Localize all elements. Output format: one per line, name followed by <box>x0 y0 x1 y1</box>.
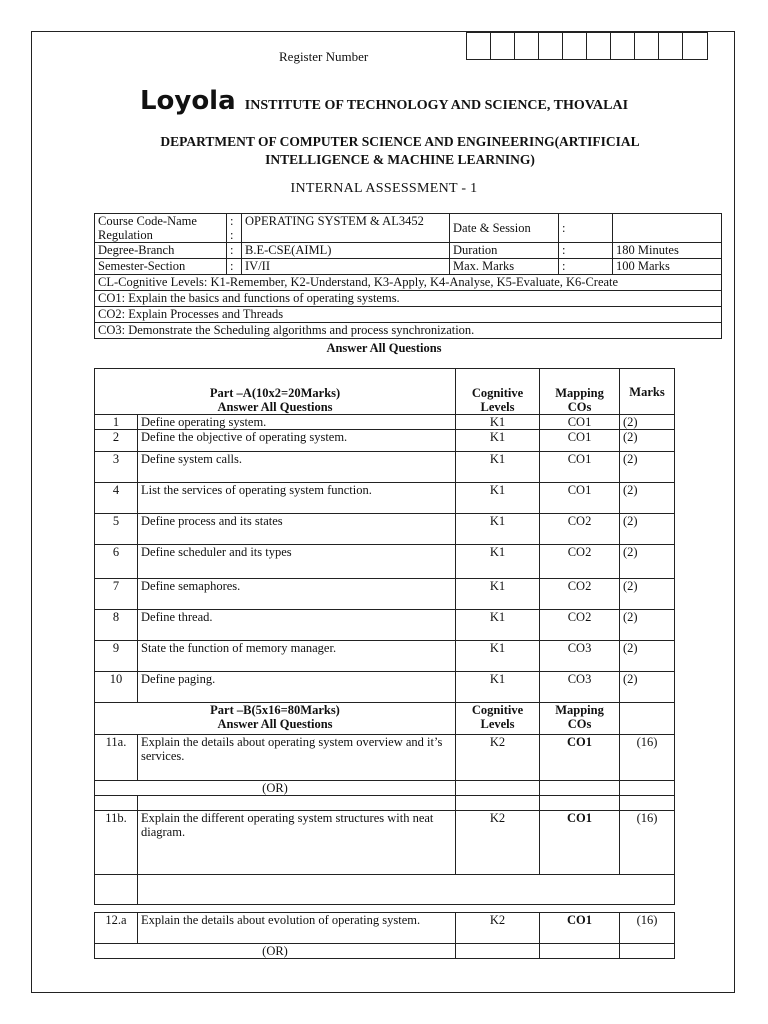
course-outcome-2: CO2: Explain Processes and Threads <box>95 307 722 323</box>
question-text: Define the objective of operating system. <box>138 430 456 452</box>
question-marks: (2) <box>620 415 675 430</box>
answer-all-heading: Answer All Questions <box>326 341 442 355</box>
cognitive-level: K1 <box>456 452 540 483</box>
cognitive-level: K1 <box>456 610 540 641</box>
max-marks-label: Max. Marks <box>450 259 559 275</box>
mapping-co: CO1 <box>540 483 620 514</box>
register-digit-box[interactable] <box>491 33 515 59</box>
colon: : <box>559 243 613 259</box>
empty-cell <box>620 796 675 811</box>
question-marks: (2) <box>620 452 675 483</box>
empty-cell <box>540 944 620 959</box>
question-number: 11b. <box>95 811 138 875</box>
cognitive-level: K2 <box>456 811 540 875</box>
col-cognitive-levels: Cognitive Levels <box>456 369 540 415</box>
question-text: Define operating system. <box>138 415 456 430</box>
question-number: 6 <box>95 545 138 579</box>
cognitive-level: K1 <box>456 415 540 430</box>
part-b-header-row <box>95 703 675 735</box>
blank-row <box>95 875 675 905</box>
part-b-heading: Part –B(5x16=80Marks) <box>210 703 340 717</box>
mapping-co: CO2 <box>540 545 620 579</box>
date-value <box>613 214 722 243</box>
course-outcome-1: CO1: Explain the basics and functions of operating systems. <box>95 291 722 307</box>
cognitive-level: K1 <box>456 641 540 672</box>
question-text: Define scheduler and its types <box>138 545 456 579</box>
colon: : <box>559 259 613 275</box>
empty-cell <box>456 781 540 796</box>
empty-cell <box>95 875 138 905</box>
mapping-co: CO1 <box>540 913 620 944</box>
semester-label: Semester-Section <box>95 259 227 275</box>
empty-cell <box>620 944 675 959</box>
part-a-header-row <box>95 369 675 415</box>
or-separator: (OR) <box>95 781 456 796</box>
mapping-co: CO2 <box>540 610 620 641</box>
question-text: Define process and its states <box>138 514 456 545</box>
part-b-subheading: Answer All Questions <box>217 717 333 731</box>
empty-cell <box>540 796 620 811</box>
question-text: Explain the details about operating system overview and it’s services. <box>138 735 456 781</box>
cognitive-level: K1 <box>456 545 540 579</box>
colon: : : <box>227 214 242 243</box>
col-mapping-cos: Mapping COs <box>540 703 620 735</box>
mapping-co: CO3 <box>540 641 620 672</box>
question-number: 4 <box>95 483 138 514</box>
empty-cell <box>138 875 675 905</box>
question-text: Define paging. <box>138 672 456 703</box>
exam-title: INTERNAL ASSESSMENT - 1 <box>290 181 478 196</box>
empty-cell <box>456 944 540 959</box>
question-number: 3 <box>95 452 138 483</box>
course-value: OPERATING SYSTEM & AL3452 <box>242 214 450 243</box>
course-row <box>95 214 722 243</box>
empty-cell <box>95 796 138 811</box>
duration-value: 180 Minutes <box>613 243 722 259</box>
cognitive-levels: CL-Cognitive Levels: K1-Remember, K2-Understand, K3-Apply, K4-Analyse, K5-Evaluate, K6-Create <box>95 275 722 291</box>
institute-header <box>0 86 768 116</box>
course-info-table <box>94 213 722 339</box>
course-label: Course Code-Name Regulation <box>95 214 227 243</box>
part-b-question-row <box>95 735 675 781</box>
register-digit-box[interactable] <box>659 33 683 59</box>
mapping-co: CO1 <box>540 735 620 781</box>
question-number: 12.a <box>95 913 138 944</box>
part-a-question-row <box>95 415 675 430</box>
register-digit-box[interactable] <box>587 33 611 59</box>
part-a-question-row <box>95 483 675 514</box>
empty-cell <box>456 796 540 811</box>
question-marks: (16) <box>620 811 675 875</box>
mapping-co: CO1 <box>540 811 620 875</box>
mapping-co: CO1 <box>540 415 620 430</box>
part-a-question-row <box>95 514 675 545</box>
col-mapping-cos: Mapping COs <box>540 369 620 415</box>
col-cognitive-levels: Cognitive Levels <box>456 703 540 735</box>
department-title: DEPARTMENT OF COMPUTER SCIENCE AND ENGINEERING(ARTIFICIAL INTELLIGENCE & MACHINE LEARNING) <box>160 134 640 167</box>
empty-cell <box>138 796 456 811</box>
question-text: Define thread. <box>138 610 456 641</box>
question-text: Define system calls. <box>138 452 456 483</box>
institute-name: INSTITUTE OF TECHNOLOGY AND SCIENCE, THOVALAI <box>244 98 629 113</box>
colon: : <box>227 243 242 259</box>
institute-logo: Loyola <box>139 86 236 116</box>
part-a-question-row <box>95 641 675 672</box>
cognitive-level: K1 <box>456 514 540 545</box>
colon: : <box>227 259 242 275</box>
part-b-question-row <box>95 811 675 875</box>
question-number: 1 <box>95 415 138 430</box>
or-separator: (OR) <box>95 944 456 959</box>
mapping-co: CO1 <box>540 430 620 452</box>
question-text: Explain the details about evolution of operating system. <box>138 913 456 944</box>
cognitive-level: K1 <box>456 579 540 610</box>
register-digit-box[interactable] <box>683 33 707 59</box>
question-table <box>94 368 675 959</box>
question-marks: (2) <box>620 610 675 641</box>
question-marks: (16) <box>620 735 675 781</box>
register-digit-box[interactable] <box>539 33 563 59</box>
question-number: 10 <box>95 672 138 703</box>
question-marks: (16) <box>620 913 675 944</box>
register-digit-box[interactable] <box>563 33 587 59</box>
date-label: Date & Session <box>450 214 559 243</box>
colon: : <box>559 214 613 243</box>
question-number: 7 <box>95 579 138 610</box>
register-digit-box[interactable] <box>635 33 659 59</box>
part-b-title <box>95 703 456 735</box>
question-number: 5 <box>95 514 138 545</box>
part-a-question-row <box>95 672 675 703</box>
empty-cell <box>620 781 675 796</box>
register-digit-box[interactable] <box>611 33 635 59</box>
course-outcome-3: CO3: Demonstrate the Scheduling algorithms and process synchronization. <box>95 323 722 339</box>
part-a-question-row <box>95 545 675 579</box>
question-number: 8 <box>95 610 138 641</box>
mapping-co: CO3 <box>540 672 620 703</box>
part-a-question-row <box>95 452 675 483</box>
question-text: Define semaphores. <box>138 579 456 610</box>
question-number: 9 <box>95 641 138 672</box>
or-row <box>95 781 675 796</box>
or-row <box>95 944 675 959</box>
register-number-label: Register Number <box>279 49 369 64</box>
part-b-question-row <box>95 913 675 944</box>
mapping-co: CO2 <box>540 579 620 610</box>
question-number: 11a. <box>95 735 138 781</box>
table-gap <box>95 905 675 913</box>
semester-row <box>95 259 722 275</box>
question-text: State the function of memory manager. <box>138 641 456 672</box>
max-marks-value: 100 Marks <box>613 259 722 275</box>
degree-value: B.E-CSE(AIML) <box>242 243 450 259</box>
cognitive-level: K2 <box>456 913 540 944</box>
part-a-question-row <box>95 610 675 641</box>
register-number-boxes[interactable] <box>466 32 708 60</box>
question-marks: (2) <box>620 483 675 514</box>
question-marks: (2) <box>620 514 675 545</box>
register-digit-box[interactable] <box>467 33 491 59</box>
part-a-heading: Part –A(10x2=20Marks) <box>209 386 341 400</box>
question-marks: (2) <box>620 545 675 579</box>
cognitive-level: K1 <box>456 483 540 514</box>
semester-value: IV/II <box>242 259 450 275</box>
question-marks: (2) <box>620 641 675 672</box>
part-a-subheading: Answer All Questions <box>217 400 333 414</box>
col-marks-empty <box>620 703 675 735</box>
register-digit-box[interactable] <box>515 33 539 59</box>
part-a-question-row <box>95 579 675 610</box>
question-number: 2 <box>95 430 138 452</box>
part-a-question-row <box>95 430 675 452</box>
mapping-co: CO1 <box>540 452 620 483</box>
cognitive-level: K1 <box>456 430 540 452</box>
cognitive-level: K2 <box>456 735 540 781</box>
blank-row <box>95 796 675 811</box>
part-a-title <box>95 369 456 415</box>
degree-label: Degree-Branch <box>95 243 227 259</box>
col-marks: Marks <box>620 369 675 415</box>
duration-label: Duration <box>450 243 559 259</box>
cognitive-level: K1 <box>456 672 540 703</box>
gap-row <box>95 905 675 913</box>
question-text: List the services of operating system function. <box>138 483 456 514</box>
question-marks: (2) <box>620 579 675 610</box>
mapping-co: CO2 <box>540 514 620 545</box>
question-marks: (2) <box>620 430 675 452</box>
question-text: Explain the different operating system structures with neat diagram. <box>138 811 456 875</box>
question-marks: (2) <box>620 672 675 703</box>
empty-cell <box>540 781 620 796</box>
degree-row <box>95 243 722 259</box>
